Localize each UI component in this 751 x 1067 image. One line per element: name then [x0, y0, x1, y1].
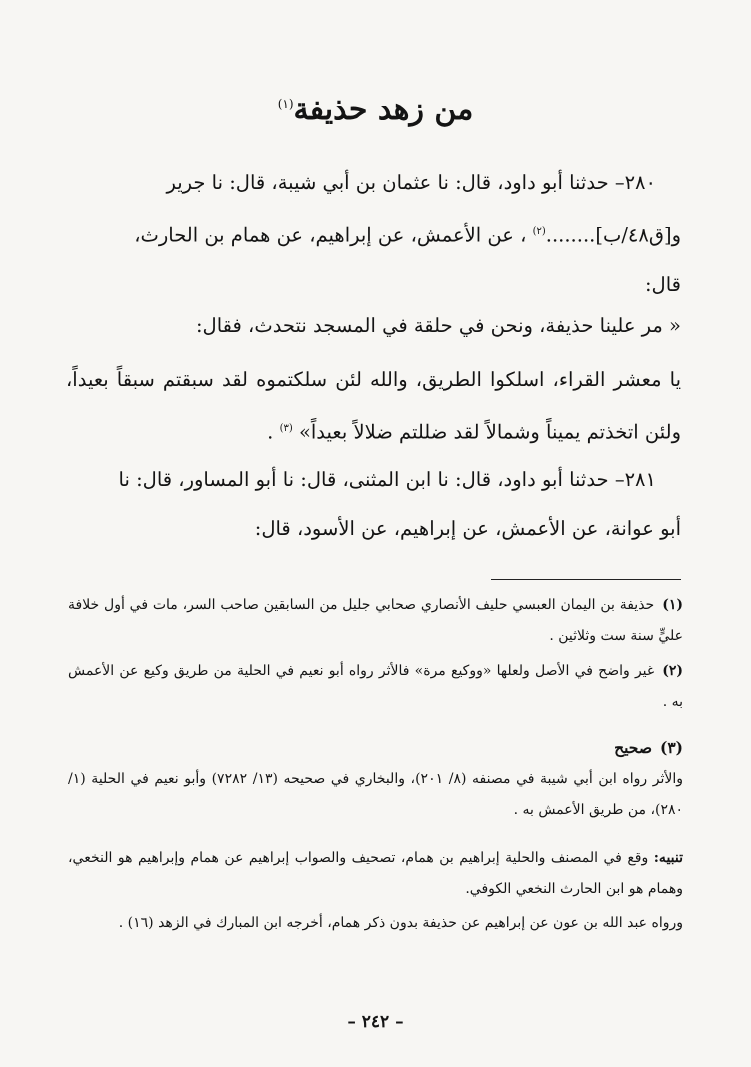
hadith-280 — [66, 158, 681, 309]
footnote-ref-2: (٢) — [532, 226, 546, 237]
quote-body — [66, 355, 681, 457]
footnote-2 — [68, 656, 683, 718]
section-title — [0, 92, 751, 127]
hadith-280-chain: ، عن الأعمش، عن إبراهيم، عن همام بن الحارث، — [134, 223, 527, 247]
hadith-281 — [66, 455, 681, 553]
hadith-281-line2: أبو عوانة، عن الأعمش، عن إبراهيم، عن الأسود، قال: — [254, 517, 681, 540]
hadith-280-line3: قال: — [644, 272, 681, 296]
footnote-2-number: (٢) — [662, 663, 683, 679]
footnote-3-heading — [68, 732, 683, 763]
hadith-280-line1: ٢٨٠– حدثنا أبو داود، قال: نا عثمان بن أبي شيبة، قال: نا جرير — [166, 171, 656, 194]
footnote-2-text: غير واضح في الأصل ولعلها «ووكيع مرة» فالأثر رواه أبو نعيم في الحلية من طريق وكيع عن الأعمش به . — [68, 663, 683, 710]
footnote-3-text: والأثر رواه ابن أبي شيبة في مصنفه (٨/ ٢٠١)، والبخاري في صحيحه (١٣/ ٧٢٨٢) وأبو نعيم في الحلية (١/ ٢٨٠)، من طريق الأعمش به . — [68, 771, 684, 818]
page-number: – ٢٤٢ – — [347, 1012, 404, 1032]
hadith-281-line1: ٢٨١– حدثنا أبو داود، قال: نا ابن المثنى، قال: نا أبو المساور، قال: نا — [118, 468, 656, 491]
footnote-ref-3: (٣) — [279, 423, 293, 434]
footnote-divider — [491, 579, 681, 580]
quote-text: يا معشر القراء، اسلكوا الطريق، والله لئن سلكتموه لقد سبقتم سبقاً بعيداً، ولئن اتخذتم يميناً وشمالاً لقد ضللتم ضلالاً بعيداً» — [66, 368, 681, 444]
quote-intro: « مر علينا حذيفة، ونحن في حلقة في المسجد نتحدث، فقال: — [195, 314, 681, 337]
title-text: من زهد حذيفة — [293, 92, 474, 127]
hadith-280-line2 — [66, 207, 681, 260]
notice-text: وقع في المصنف والحلية إبراهيم بن همام، تصحيف والصواب إبراهيم عن همام وإبراهيم هو النخعي، وهمام هو ابن الحارث النخعي الكوفي. — [68, 850, 683, 897]
footnote-3-number: (٣) — [659, 738, 683, 757]
footnote-1-number: (١) — [662, 597, 683, 613]
notice-label: تنبيه: — [653, 850, 684, 866]
quote-end: . — [267, 420, 274, 444]
title-note: (١) — [277, 97, 294, 111]
footnote-1-text: حذيفة بن اليمان العبسي حليف الأنصاري صحابي جليل من السابقين صاحب السر، مات في أول خلافة عليٍّ سنة ست وثلاثين . — [68, 597, 683, 644]
footnote-1 — [68, 590, 683, 652]
footnote-3-grade: صحيح — [614, 738, 652, 757]
footnote-3-notice — [68, 843, 683, 905]
hadith-280-manuscript-ref: و[ق٤٨/ب]........ — [545, 223, 681, 247]
footnote-3-extra: ورواه عبد الله بن عون عن إبراهيم عن حذيفة بدون ذكر همام، أخرجه ابن المبارك في الزهد (١٦) . — [118, 915, 683, 931]
